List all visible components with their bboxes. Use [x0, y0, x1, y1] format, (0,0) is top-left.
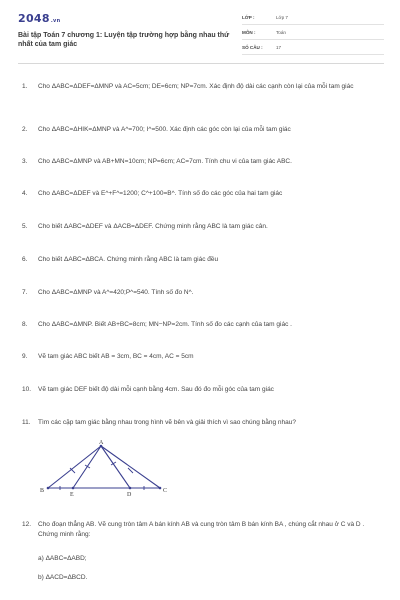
meta-label-class: LỚP : — [242, 15, 255, 20]
meta-label-subject: MÔN : — [242, 30, 256, 35]
label-d: D — [127, 492, 132, 498]
question-10 — [18, 385, 384, 395]
logo-suffix: .vn — [50, 18, 61, 24]
logo-main: 2048 — [18, 12, 50, 25]
question-text: Cho đoạn thẳng AB. Vẽ cung tròn tâm A bán kính AB và cung tròn tâm B bán kính BA , chúng cắt nhau ở C và D . Chứng minh rằng: — [38, 521, 365, 538]
meta-value-count: 17 — [276, 45, 282, 50]
segment-ab — [48, 446, 101, 488]
subpart-b: b) ΔACD=ΔBCD. — [38, 574, 88, 581]
subpart-a: a) ΔABC=ΔABD; — [38, 555, 87, 562]
question-number: 1. — [22, 83, 28, 90]
question-number: 9. — [22, 353, 28, 360]
question-number: 6. — [22, 256, 28, 263]
question-number: 11. — [22, 419, 31, 426]
label-b: B — [40, 488, 45, 494]
question-number: 8. — [22, 321, 28, 328]
question-text: Cho ΔABC=ΔMNP và A^=420;P^=540. Tính số đo N^. — [38, 289, 194, 296]
logo[interactable] — [18, 12, 60, 25]
question-number: 2. — [22, 126, 28, 133]
question-11 — [18, 418, 384, 428]
question-text: Cho ΔABC=ΔMNP. Biết AB+BC=8cm; MN−NP=2cm. Tính số đo các cạnh của tam giác . — [38, 321, 292, 328]
meta-row-count — [242, 42, 384, 55]
segment-ac — [101, 446, 160, 488]
question-number: 12. — [22, 521, 32, 528]
question-12 — [18, 520, 384, 540]
question-text: Vẽ tam giác DEF biết độ dài mỗi cạnh bằng 4cm. Sau đó đo mỗi góc của tam giác — [38, 386, 274, 393]
segment-ae — [73, 446, 101, 488]
meta-row-subject — [242, 27, 384, 40]
question-text: Cho biết ΔABC=ΔDEF và ΔACB=ΔDEF. Chứng minh rằng ABC là tam giác cân. — [38, 223, 268, 230]
question-7 — [18, 288, 384, 298]
question-number: 3. — [22, 158, 28, 165]
question-5 — [18, 222, 384, 232]
meta-row-class — [242, 12, 384, 25]
meta-value-subject: Toán — [276, 30, 286, 35]
question-text: Cho ΔABC=ΔDEF và E^+F^=1200; C^+100=B^. Tính số đo các góc của hai tam giác — [38, 190, 283, 197]
question-4 — [18, 189, 384, 199]
triangle-diagram — [38, 440, 168, 498]
meta-label-count: SỐ CÂU : — [242, 45, 263, 50]
question-text: Cho ΔABC=ΔDEF=ΔMNP và AC=5cm; DE=6cm; NP=7cm. Xác định độ dài các cạnh còn lại của mỗi tam giác — [38, 83, 354, 90]
triangle-figure — [38, 440, 168, 498]
question-number: 4. — [22, 190, 28, 197]
question-9 — [18, 352, 384, 362]
question-6 — [18, 255, 384, 265]
question-2 — [18, 125, 384, 135]
segment-ad — [101, 446, 130, 488]
question-text: Cho ΔABC=ΔHIK=ΔMNP và A^=700; I^=500. Xác định các góc còn lại của mỗi tam giác — [38, 126, 291, 133]
header-divider — [18, 63, 384, 64]
document-title: Bài tập Toán 7 chương 1: Luyện tập trường hợp bằng nhau thứ nhất của tam giác — [18, 32, 230, 48]
question-number: 5. — [22, 223, 28, 230]
question-1 — [18, 82, 384, 92]
question-number: 10. — [22, 386, 32, 393]
header — [18, 12, 384, 58]
label-e: E — [70, 492, 74, 498]
question-text: Vẽ tam giác ABC biết AB = 3cm, BC = 4cm, AC = 5cm — [38, 353, 194, 360]
question-text: Cho ΔABC=ΔMNP và AB+MN=10cm; NP=6cm; AC=7cm. Tính chu vi của tam giác ABC. — [38, 158, 292, 165]
question-text: Cho biết ΔABC=ΔBCA. Chứng minh rằng ABC là tam giác đều — [38, 256, 219, 263]
meta-value-class: Lớp 7 — [276, 15, 288, 20]
question-8 — [18, 320, 384, 330]
question-3 — [18, 157, 384, 167]
label-a: A — [99, 440, 104, 446]
label-c: C — [163, 488, 168, 494]
question-number: 7. — [22, 289, 28, 296]
meta-fields — [242, 12, 384, 57]
question-text: Tìm các cặp tam giác bằng nhau trong hình vẽ bên và giải thích vì sao chúng bằng nhau? — [38, 419, 297, 426]
